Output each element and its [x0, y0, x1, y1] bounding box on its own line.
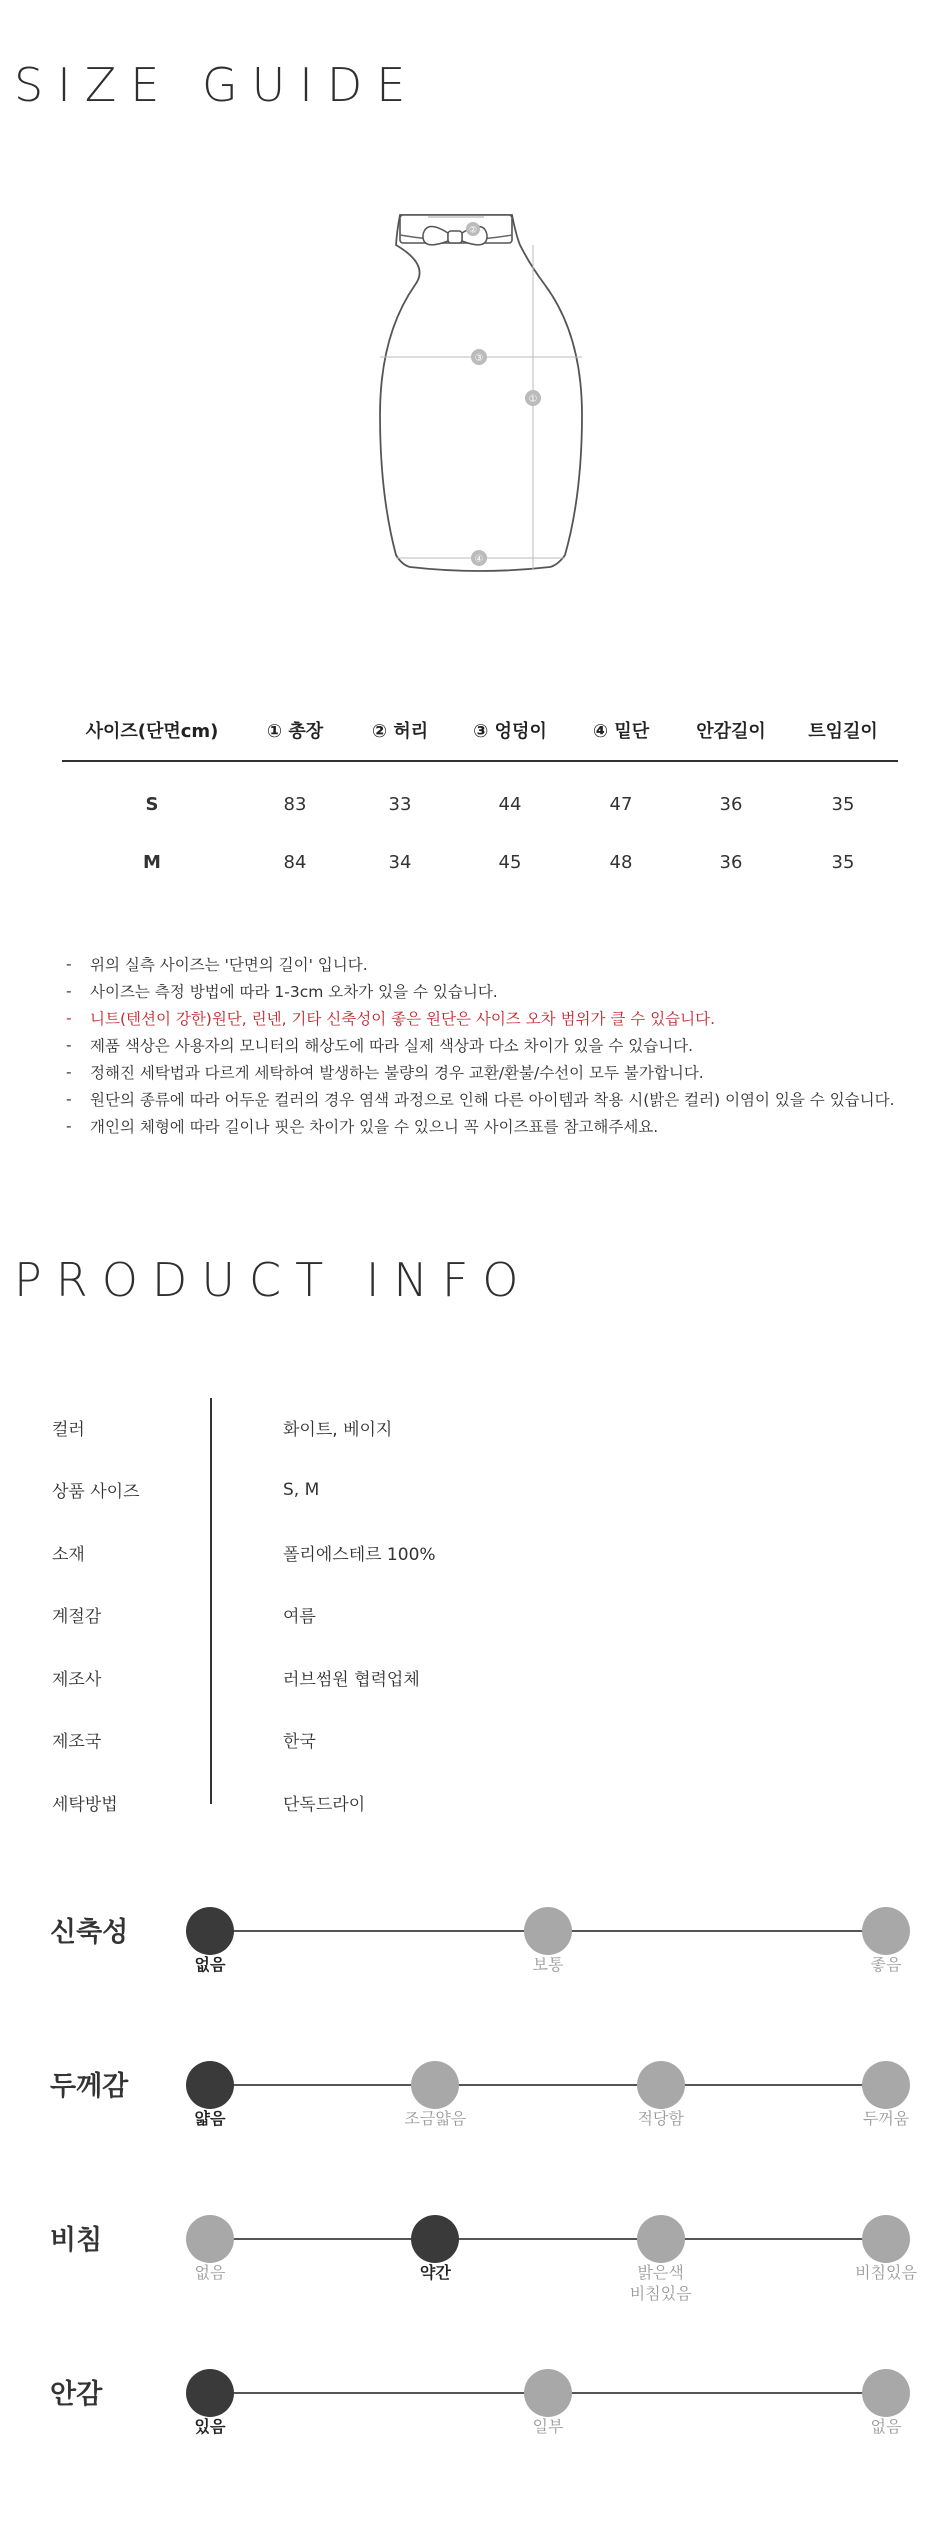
scale-option-label: 약간: [419, 2263, 451, 2282]
skirt-size-diagram: [360, 205, 600, 585]
header-hem: ④ 밑단: [592, 721, 650, 742]
header-size: 사이즈(단면cm): [85, 721, 219, 742]
scale-option-label: 조금얇음: [404, 2109, 467, 2128]
scale-option-label: 없음: [870, 2417, 902, 2436]
table-cell: 34: [388, 851, 412, 873]
note-item: - 정해진 세탁법과 다르게 세탁하여 발생하는 불량의 경우 교환/환불/수선이 모두 불가합니다.: [66, 1062, 704, 1082]
header-waist: ② 허리: [371, 721, 429, 742]
scale-lining: [0, 2372, 950, 2492]
scale-option-label: 비침있음: [855, 2263, 917, 2282]
marker-1: ①: [528, 394, 538, 405]
size-label: S: [145, 793, 159, 815]
scale-dot: [186, 2369, 234, 2417]
info-label: 컬러: [52, 1419, 85, 1440]
info-row-material: [52, 1521, 912, 1584]
info-value: 화이트, 베이지: [283, 1419, 393, 1440]
scale-dot: [862, 2061, 910, 2109]
table-cell: 47: [609, 793, 633, 815]
marker-3: ③: [474, 353, 484, 364]
scale-option-label: 적당함: [637, 2109, 684, 2128]
info-label: 세탁방법: [52, 1794, 118, 1815]
scale-dot: [862, 2369, 910, 2417]
scale-track: [210, 2084, 886, 2086]
info-row-season: [52, 1584, 912, 1647]
scale-option-label: 일부: [532, 2417, 564, 2436]
scale-title: 비침: [50, 2225, 103, 2256]
info-row-color: [52, 1396, 912, 1459]
header-slit-length: 트임길이: [808, 721, 878, 742]
product-info-title: PRODUCT INFO: [14, 1253, 533, 1307]
marker-2: ②: [468, 225, 478, 236]
scale-sheerness: [0, 2218, 950, 2338]
marker-4: ④: [474, 554, 484, 565]
scale-title: 신축성: [50, 1917, 129, 1948]
table-row: [62, 775, 898, 833]
scale-option-label: 없음: [194, 2263, 226, 2282]
scale-option-label: 얇음: [194, 2109, 226, 2128]
info-value: 여름: [283, 1607, 316, 1628]
size-table-header: [62, 700, 898, 762]
size-label: M: [143, 851, 161, 873]
table-cell: 45: [498, 851, 522, 873]
table-cell: 48: [609, 851, 633, 873]
scale-dot: [637, 2215, 685, 2263]
size-table: [62, 700, 898, 891]
scale-dot: [524, 2369, 572, 2417]
scale-option-label: 없음: [194, 1955, 226, 1974]
info-row-manufacturer: [52, 1646, 912, 1709]
scale-option-label: 좋음: [870, 1955, 902, 1974]
note-item: - 사이즈는 측정 방법에 따라 1-3cm 오차가 있을 수 있습니다.: [66, 981, 498, 1001]
info-row-origin: [52, 1709, 912, 1772]
scale-stretch: [0, 1910, 950, 2030]
note-item: - 위의 실측 사이즈는 '단면의 길이' 입니다.: [66, 954, 368, 974]
table-cell: 33: [388, 793, 412, 815]
info-label: 소재: [52, 1544, 85, 1565]
header-lining-length: 안감길이: [696, 721, 766, 742]
header-hip: ③ 엉덩이: [473, 721, 547, 742]
info-value: 단독드라이: [283, 1794, 366, 1815]
scale-option-label: 두꺼움: [862, 2109, 910, 2128]
info-row-washing: [52, 1771, 912, 1834]
info-row-size: [52, 1459, 912, 1522]
table-cell: 83: [283, 793, 307, 815]
info-label: 상품 사이즈: [52, 1482, 140, 1503]
scale-dot: [862, 1907, 910, 1955]
scale-dot: [186, 1907, 234, 1955]
info-value: 폴리에스테르 100%: [283, 1544, 436, 1565]
table-cell: 35: [831, 793, 855, 815]
scale-option-label: 밝은색 비침있음: [629, 2263, 692, 2303]
note-item: - 원단의 종류에 따라 어두운 컬러의 경우 염색 과정으로 인해 다른 아이템과 착용 시(밝은 컬러) 이염이 있을 수 있습니다.: [66, 1089, 895, 1109]
scale-title: 안감: [50, 2379, 103, 2410]
note-item: - 제품 색상은 사용자의 모니터의 해상도에 따라 실제 색상과 다소 차이가 있을 수 있습니다.: [66, 1035, 694, 1055]
note-item-warning: - 니트(텐션이 강한)원단, 린넨, 기타 신축성이 좋은 원단은 사이즈 오차 범위가 클 수 있습니다.: [66, 1008, 716, 1028]
scale-dot: [862, 2215, 910, 2263]
scale-title: 두께감: [50, 2071, 129, 2102]
product-info-table: [52, 1396, 912, 1834]
info-value: 한국: [283, 1732, 316, 1753]
table-cell: 44: [498, 793, 522, 815]
note-item: - 개인의 체형에 따라 길이나 핏은 차이가 있을 수 있으니 꼭 사이즈표를 참고해주세요.: [66, 1116, 659, 1136]
size-guide-title: SIZE GUIDE: [14, 58, 420, 112]
table-cell: 35: [831, 851, 855, 873]
scale-dot: [411, 2061, 459, 2109]
scale-dot: [524, 1907, 572, 1955]
size-notes: [66, 950, 936, 1139]
info-value: S, M: [283, 1479, 320, 1500]
scale-dot: [186, 2061, 234, 2109]
scale-option-label: 있음: [194, 2417, 226, 2436]
info-value: 러브썸원 협력업체: [283, 1669, 420, 1690]
scale-track: [210, 2238, 886, 2240]
info-label: 제조국: [52, 1732, 102, 1753]
table-row: [62, 833, 898, 891]
table-cell: 36: [719, 851, 743, 873]
table-cell: 36: [719, 793, 743, 815]
scale-dot: [637, 2061, 685, 2109]
scale-dot: [411, 2215, 459, 2263]
info-label: 계절감: [52, 1607, 102, 1628]
table-cell: 84: [283, 851, 307, 873]
header-length: ① 총장: [266, 721, 324, 742]
scale-dot: [186, 2215, 234, 2263]
scale-thickness: [0, 2064, 950, 2184]
info-label: 제조사: [52, 1669, 102, 1690]
scale-option-label: 보통: [532, 1955, 564, 1974]
